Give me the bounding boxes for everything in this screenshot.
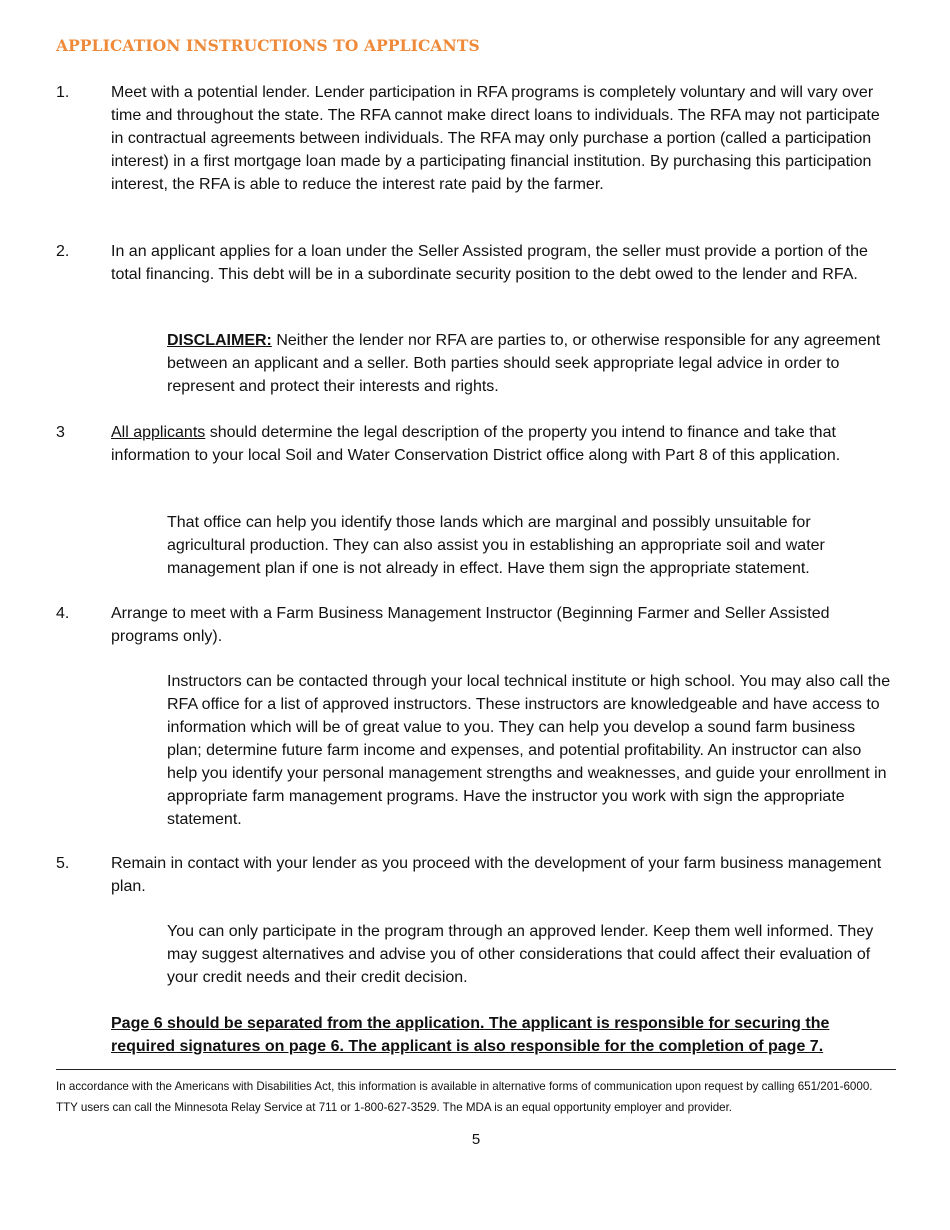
- item-text: In an applicant applies for a loan under the Seller Assisted program, the seller must provide a portion of the total financing. This debt will be in a subordinate security position to the debt owed to the lender and RFA.: [111, 243, 868, 283]
- item-text: Remain in contact with your lender as you proceed with the development of your farm business management plan.: [111, 855, 882, 895]
- footer-divider: [56, 1069, 896, 1070]
- item-number: 4.: [56, 605, 70, 622]
- item-text: should determine the legal description of the property you intend to finance and take that information to your local Soil and Water Conservation District office along with Part 8 of this application.: [111, 424, 841, 464]
- item-text: Arrange to meet with a Farm Business Management Instructor (Beginning Farmer and Seller Assisted programs only).: [111, 605, 830, 645]
- lender-note: You can only participate in the program through an approved lender. Keep them well informed. They may suggest alternatives and advise you of other considerations that could affect their evaluation of your credit needs and their credit decision.: [167, 923, 874, 986]
- disclaimer-text: Neither the lender nor RFA are parties to, or otherwise responsible for any agreement between an applicant and a seller. Both parties should seek appropriate legal advice in order to represent and protect their interests and rights.: [167, 332, 881, 395]
- ada-footer: In accordance with the Americans with Disabilities Act, this information is available in alternative forms of communication upon request by calling 651/201-6000. TTY users can call the Minnesota Relay Service at 711 or 1-800-627-3529. The MDA is an equal opportunity employer and provider.: [56, 1080, 873, 1114]
- disclaimer-block: [167, 329, 892, 398]
- item-number: 1.: [56, 84, 70, 101]
- item-number: 5.: [56, 855, 70, 872]
- item-text: Meet with a potential lender. Lender participation in RFA programs is completely voluntary and will vary over time and throughout the state. The RFA cannot make direct loans to individuals. The RFA may not participate in contractual agreements between individuals. The RFA may only purchase a portion (called a participation interest) in a first mortgage loan made by a participating financial institution. By purchasing this participation interest, the RFA is able to reduce the interest rate paid by the farmer.: [111, 84, 880, 193]
- all-applicants-text: All applicants: [111, 424, 206, 441]
- instructors-note: Instructors can be contacted through your local technical institute or high school. You may also call the RFA office for a list of approved instructors. These instructors are knowledgeable and have access to information which will be of great value to you. They can help you develop a sound farm business plan; determine future farm income and expenses, and potential profitability. An instructor can also help you identify your personal management strengths and weaknesses, and guide your enrollment in appropriate farm management programs. Have the instructor you work with sign the appropriate statement.: [167, 673, 891, 828]
- disclaimer-label: DISCLAIMER:: [167, 332, 272, 349]
- page-title: APPLICATION INSTRUCTIONS TO APPLICANTS: [56, 36, 480, 55]
- soil-office-note: That office can help you identify those lands which are marginal and possibly unsuitable for agricultural production. They can also assist you in establishing an appropriate soil and water management plan if one is not already in effect. Have them sign the appropriate statement.: [167, 514, 825, 577]
- final-notice: Page 6 should be separated from the application. The applicant is responsible for securing the required signatures on page 6. The applicant is also responsible for the completion of page 7.: [111, 1015, 830, 1055]
- item-text-wrapper: [111, 421, 896, 467]
- page-number: 5: [471, 1131, 481, 1148]
- item-number: 3: [56, 424, 65, 441]
- item-number: 2.: [56, 243, 70, 260]
